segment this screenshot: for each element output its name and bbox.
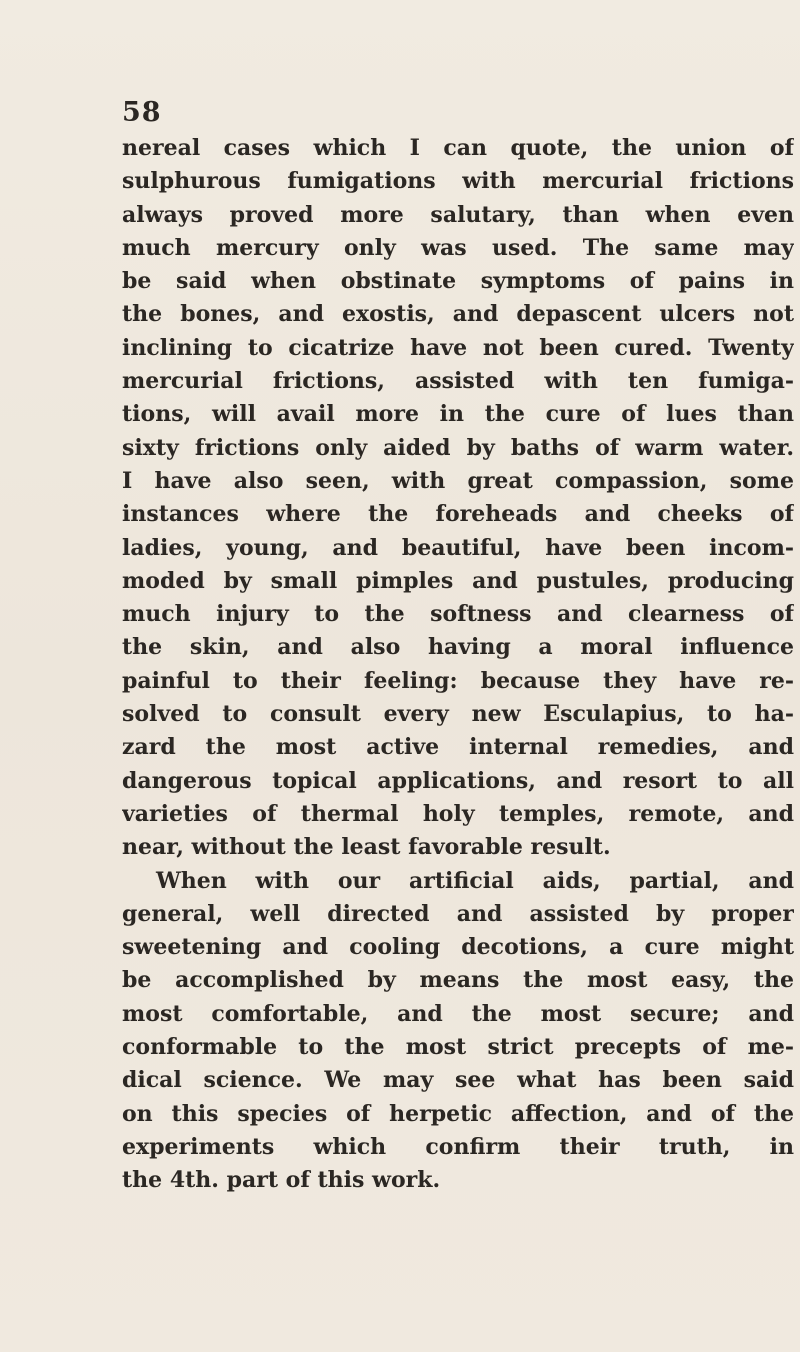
text-line: always proved more salutary, than when even [122,201,794,228]
text-line: When with our artificial aids, partial, and [156,867,794,894]
text-line: on this species of herpetic affection, and of the [122,1100,794,1127]
text-line: dangerous topical applications, and resort to all [122,767,794,794]
text-line: tions, will avail more in the cure of lues than [122,401,794,428]
text-line: be said when obstinate symptoms of pains in [122,268,794,295]
text-line: moded by small pimples and pustules, producing [122,567,794,594]
text-line: the skin, and also having a moral influence [122,634,794,661]
body-text [122,132,794,1198]
text-line: instances where the foreheads and cheeks of [122,501,794,528]
text-line: conformable to the most strict precepts of me- [122,1034,794,1061]
text-line: the bones, and exostis, and depascent ulcers not [122,301,794,328]
text-line: near, without the least favorable result. [122,834,611,861]
text-line: I have also seen, with great compassion, some [122,467,794,494]
text-line: sulphurous fumigations with mercurial frictions [122,168,794,195]
text-line: painful to their feeling: because they have re- [122,667,794,694]
text-line: sweetening and cooling decotions, a cure might [122,934,794,961]
text-line: inclining to cicatrize have not been cured. Twenty [122,334,794,361]
text-line: most comfortable, and the most secure; and [122,1000,794,1027]
text-line: be accomplished by means the most easy, the [122,967,794,994]
text-line: experiments which confirm their truth, in [122,1133,794,1160]
text-line: solved to consult every new Esculapius, to ha- [122,701,794,728]
text-line: much injury to the softness and clearness of [122,601,794,628]
text-line: mercurial frictions, assisted with ten fumiga- [122,368,794,395]
page-number: 58 [122,97,162,128]
text-line: ladies, young, and beautiful, have been incom- [122,534,794,561]
text-line: nereal cases which I can quote, the union of [122,135,794,161]
text-line: general, well directed and assisted by proper [122,900,794,927]
text-line: dical science. We may see what has been said [122,1067,794,1094]
text-line: sixty frictions only aided by baths of warm water. [122,434,794,461]
text-line: the 4th. part of this work. [122,1167,441,1194]
text-line: much mercury only was used. The same may [122,234,794,261]
text-line: varieties of thermal holy temples, remote, and [122,800,794,827]
text-line: zard the most active internal remedies, and [122,734,794,761]
